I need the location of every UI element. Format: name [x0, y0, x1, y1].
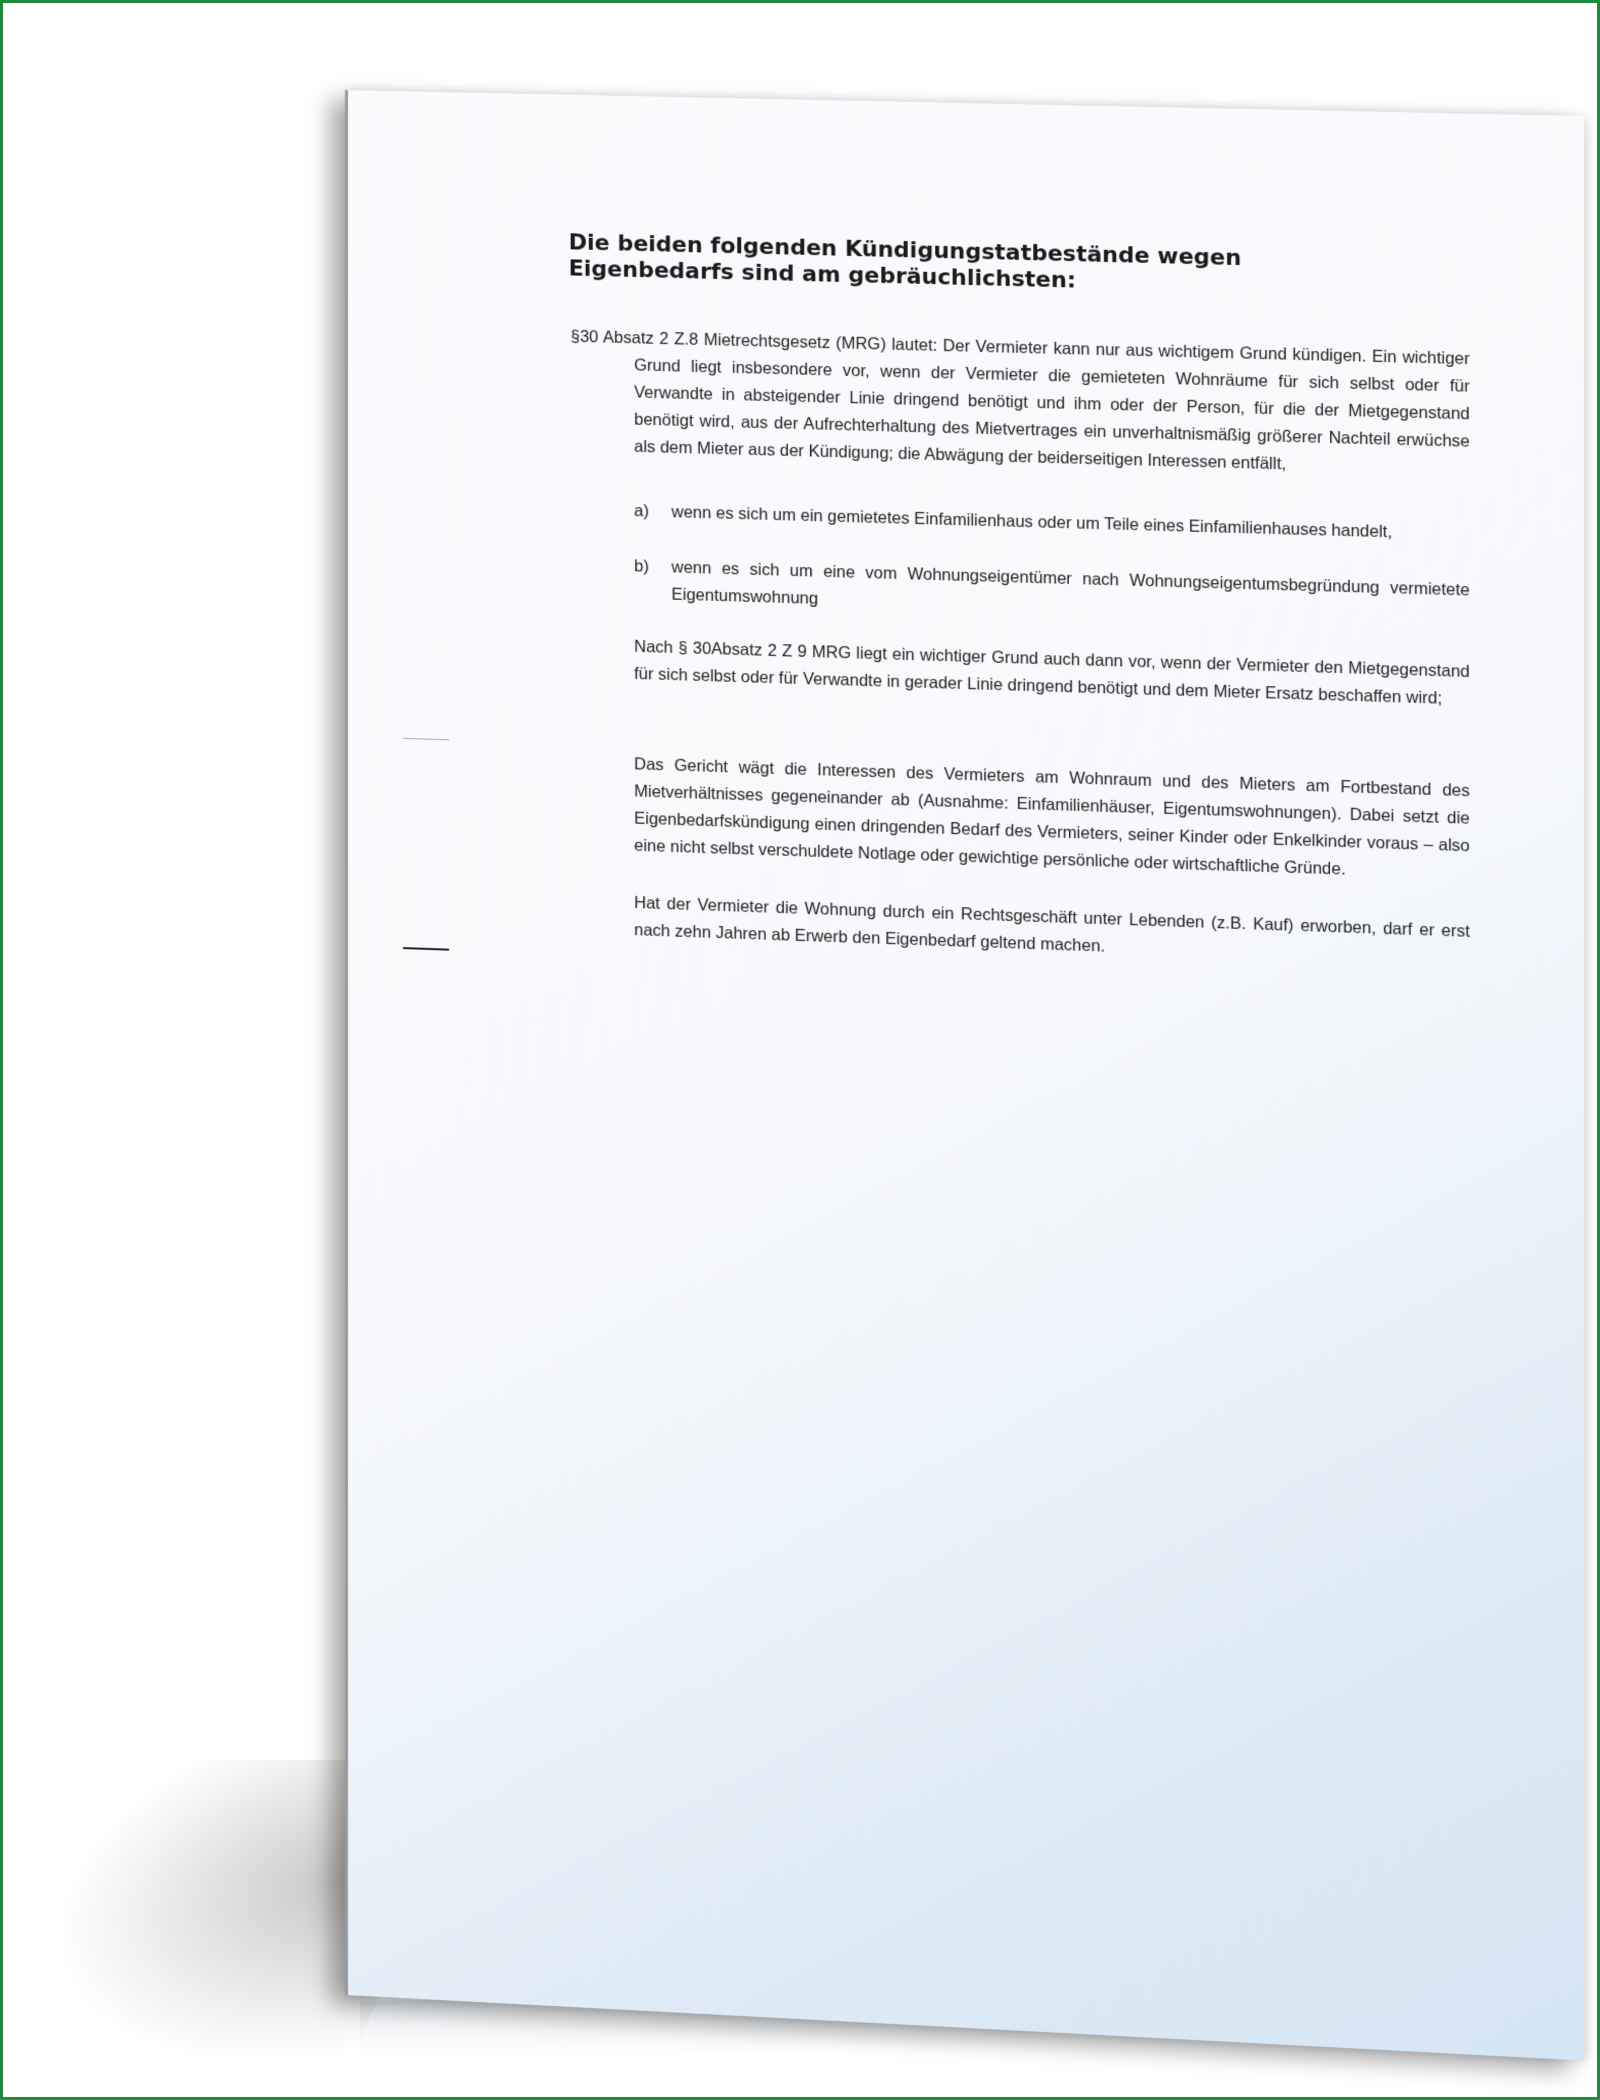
paragraph-court: Das Gericht wägt die Interessen des Vermieters am Wohnraum und des Mieters am Fortbestand des Mietverhältnisses gegeneinander ab (Ausnahme: Einfamilienhäuser, Eigentumswohnungen). Dabei setzt die Eigenbedarfskündigung einen dringenden Bedarf des Vermieters, seiner Kinder oder Enkelkinder voraus – also eine nicht selbst verschuldete Notlage oder gewichtige persönliche oder wirtschaftliche Gründe.: [634, 755, 1470, 879]
list-marker: a): [634, 502, 649, 521]
list-marker: b): [634, 557, 649, 576]
page-title: Die beiden folgenden Kündigungstatbestände wegen Eigenbedarfs sind am gebräuchlichsten:: [568, 230, 1242, 294]
list-item-text: wenn es sich um ein gemietetes Einfamilienhaus oder um Teile eines Einfamilienhauses handelt,: [671, 503, 1393, 542]
margin-punch-mark: [403, 947, 449, 951]
list-item-text: wenn es sich um eine vom Wohnungseigentümer nach Wohnungseigentumsbegründung vermietete Eigentumswohnung: [671, 558, 1470, 608]
paragraph-purchase: Hat der Vermieter die Wohnung durch ein Rechtsgeschäft unter Lebenden (z.B. Kauf) erworben, darf er erst nach zehn Jahren ab Erwerb den Eigenbedarf geltend machen.: [634, 893, 1470, 956]
list-item-b: [634, 553, 1470, 632]
paragraph-z9: Nach § 30Absatz 2 Z 9 MRG liegt ein wichtiger Grund auch dann vor, wenn der Vermieter den Mietgegenstand für sich selbst oder für Verwandte in gerader Linie dringend benötigt und dem Mieter Ersatz beschaffen wird;: [634, 637, 1470, 708]
margin-fold-mark: [403, 738, 449, 740]
list-item-a: [634, 498, 1470, 549]
document-page: [345, 90, 1584, 2061]
lead-paragraph: §30 Absatz 2 Z.8 Mietrechtsgesetz (MRG) lautet: Der Vermieter kann nur aus wichtigem Grund kündigen. Ein wichtiger Grund liegt insbesondere vor, wenn der Vermieter die gemieteten Wohnräume für sich selbst oder für Verwandte in absteigender Linie dringend benötigt und ihm oder der Person, für die der Mietgegenstand benötigt wird, aus der Aufrechterhaltung des Mietvertrages ein unverhaltnismäßig größerer Nachteil erwüchse als dem Mieter aus der Kündigung; die Abwägung der beiderseitigen Interessen entfällt,: [570, 327, 1470, 474]
